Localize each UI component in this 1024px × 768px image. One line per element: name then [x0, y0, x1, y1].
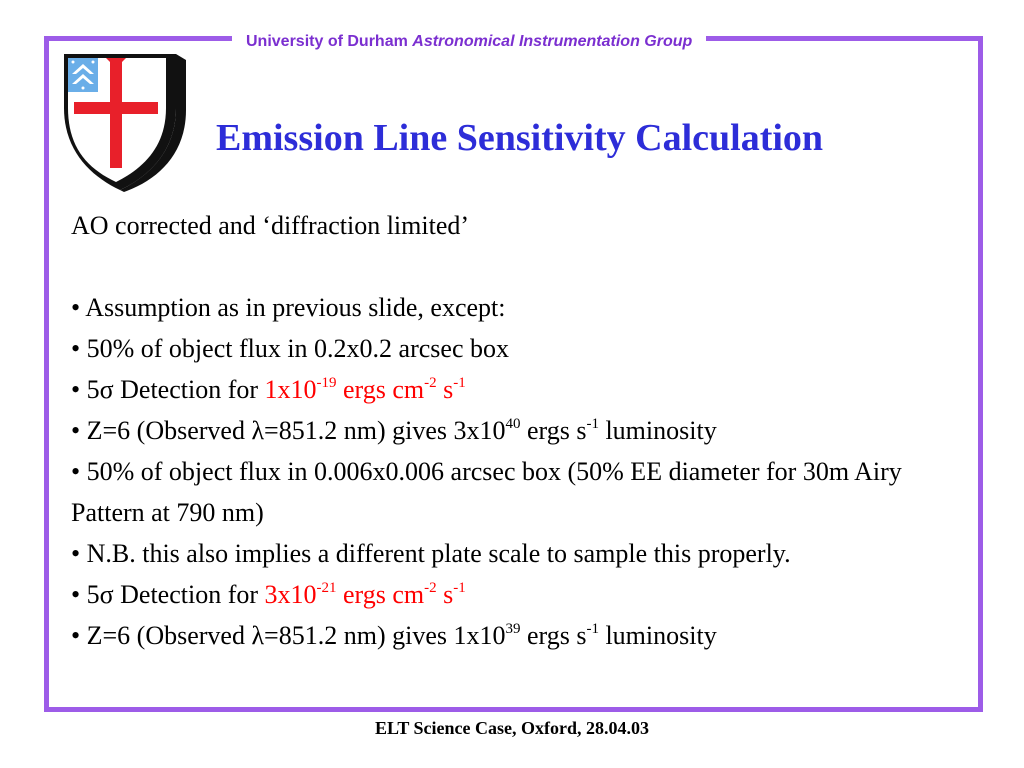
slide-body [71, 205, 951, 656]
bullet-text: 5σ Detection for [86, 580, 259, 609]
bullet-text: 50% of object flux in 0.2x0.2 arcsec box [86, 334, 509, 363]
header-university: University of Durham [246, 33, 408, 50]
bullet-text: N.B. this also implies a different plate scale to sample this properly. [86, 539, 791, 568]
bullet-icon: • [71, 621, 81, 650]
bullet-item [71, 533, 951, 574]
bullet-icon: • [71, 293, 81, 322]
bullet-item [71, 574, 951, 615]
bullet-icon: • [71, 334, 81, 363]
bullet-text: Assumption as in previous slide, except: [85, 293, 506, 322]
bullet-icon: • [71, 457, 81, 486]
bullet-text: 5σ Detection for [86, 375, 259, 404]
bullet-icon: • [71, 580, 81, 609]
bullet-text: Z=6 (Observed λ=851.2 nm) gives 1x10 [86, 621, 506, 650]
slide-footer: ELT Science Case, Oxford, 28.04.03 [374, 718, 649, 738]
bullet-text: 50% of object flux in 0.006x0.006 arcsec box (50% EE diameter for 30m Airy Pattern at 790 nm) [71, 457, 902, 527]
intro-line: AO corrected and ‘diffraction limited’ [71, 211, 470, 240]
flux-limit: $1x10^{-19}$ ergs $cm^{-2}$ $s^{-1}$ [264, 375, 466, 404]
header-group: Astronomical Instrumentation Group [412, 33, 693, 50]
bullet-item [71, 451, 951, 533]
blank-line [71, 246, 951, 287]
durham-crest-icon [58, 50, 190, 192]
bullet-icon: • [71, 539, 81, 568]
bullet-item: • Z=6 (Observed λ=851.2 nm) gives $3x10^{40}$ ergs $s^{-1}$ luminosity [71, 416, 717, 445]
bullet-icon: • [71, 416, 81, 445]
bullet-icon: • [71, 375, 81, 404]
slide-title: Emission Line Sensitivity Calculation [216, 117, 824, 159]
bullet-text: Z=6 (Observed λ=851.2 nm) gives 3x10 [86, 416, 506, 445]
flux-limit: $3x10^{-21}$ ergs $cm^{-2}$ $s^{-1}$ [264, 580, 466, 609]
bullet-item [71, 328, 951, 369]
bullet-item: • Z=6 (Observed λ=851.2 nm) gives $1x10^{39}$ ergs $s^{-1}$ luminosity [71, 621, 717, 650]
bullet-item [71, 287, 951, 328]
slide-header [232, 24, 706, 60]
bullet-item [71, 369, 951, 410]
